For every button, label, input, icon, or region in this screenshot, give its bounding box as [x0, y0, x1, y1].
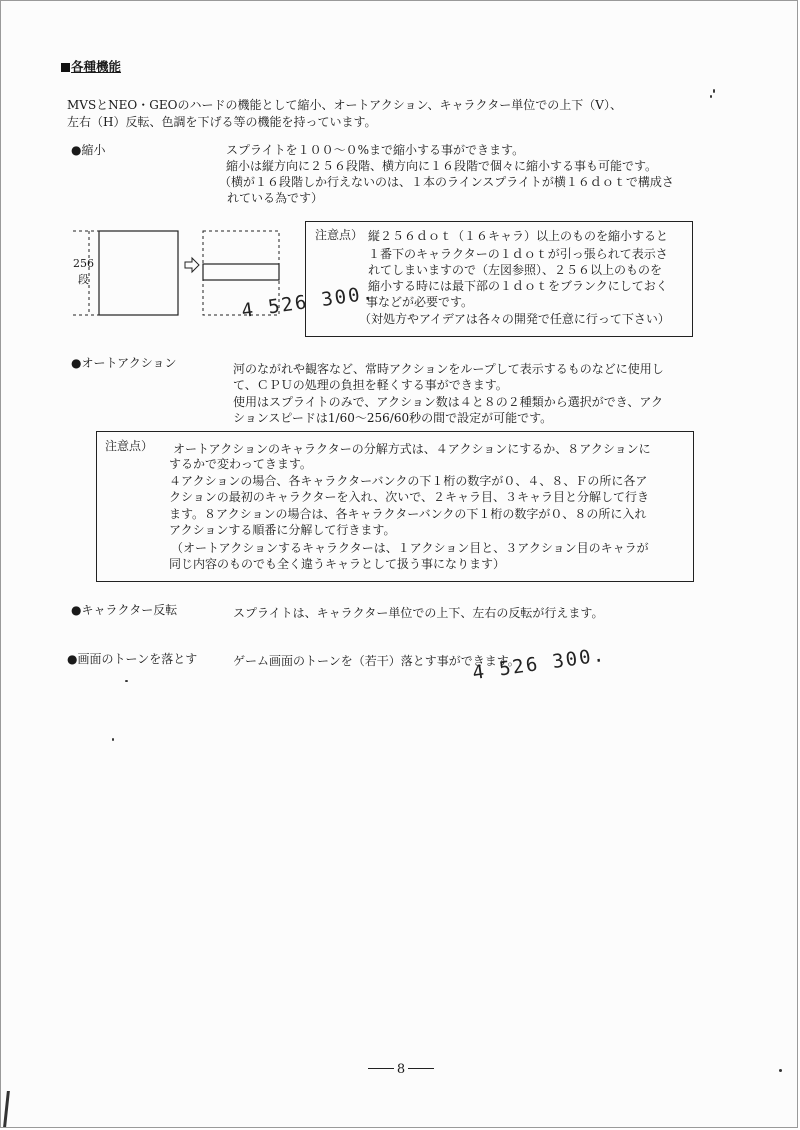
autoaction-line-2: て、ＣＰＵの処理の負担を軽くする事ができます。 [233, 378, 508, 392]
diagram-unit-label: 段 [78, 273, 89, 286]
shrink-line-3: （横が１６段階しか行えないのは、１本のラインスプライトが横１６ｄｏｔで構成さ [219, 175, 674, 189]
autoaction-title: ●オートアクション [71, 356, 177, 370]
page-number: 8 [1, 1062, 800, 1077]
shrink-line-4: れている為です） [227, 191, 324, 205]
autoaction-note-line-5: ます。８アクションの場合は、各キャラクターバンクの下１桁の数字が０、８の所に入れ [169, 507, 647, 521]
shrink-note-line-6: （対処方やアイデアは各々の開発で任意に行って下さい） [359, 312, 670, 326]
shrink-title: ●縮小 [71, 143, 106, 157]
tone-title: ●画面のトーンを落とす [67, 652, 198, 666]
scan-speck [713, 89, 715, 93]
number-stamp-2: 4 526 300. [471, 643, 608, 685]
tone-text: ゲーム画面のトーンを（若干）落とす事ができます。 [233, 654, 520, 668]
flip-text: スプライトは、キャラクター単位での上下、左右の反転が行えます。 [233, 606, 604, 620]
autoaction-note-line-2: するかで変わってきます。 [169, 457, 312, 471]
scan-speck [112, 738, 114, 741]
scan-speck [779, 1069, 782, 1072]
square-bullet-icon [61, 63, 70, 72]
autoaction-note-label: 注意点） [105, 439, 154, 453]
flip-title: ●キャラクター反転 [71, 603, 178, 617]
diagram-height-label: 256 [73, 257, 94, 270]
autoaction-note-line-8: 同じ内容のものでも全く違うキャラとして扱う事になります） [169, 557, 506, 571]
autoaction-note-line-3: ４アクションの場合、各キャラクターバンクの下１桁の数字が０、４、８、Ｆの所に各ア [169, 474, 648, 488]
scan-speck [710, 95, 712, 98]
intro-line-1: MVSとNEO・GEOのハードの機能として縮小、オートアクション、キャラクター単位での上下（V）、 [67, 98, 622, 112]
shrink-note-line-5: 事などが必要です。 [366, 295, 474, 309]
autoaction-note-line-1: オートアクションのキャラクターの分解方式は、４アクションにするか、８アクションに [173, 442, 651, 456]
autoaction-line-4: ションスピードは1/60～256/60秒の間で設定が可能です。 [233, 411, 553, 425]
shrink-line-1: スプライトを１００～０%まで縮小する事ができます。 [226, 143, 525, 157]
autoaction-line-1: 河のながれや観客など、常時アクションをループして表示するものなどに使用し [233, 362, 664, 376]
autoaction-line-3: 使用はスプライトのみで、アクション数は４と８の２種類から選択ができ、アク [233, 395, 663, 409]
scan-edge-mark [3, 1091, 24, 1127]
intro-line-2: 左右（H）反転、色調を下げる等の機能を持っています。 [67, 115, 377, 129]
autoaction-note-line-6: アクションする順番に分解して行きます。 [169, 523, 396, 537]
shrink-note-line-2: １番下のキャラクターの１ｄｏｔが引っ張られて表示さ [368, 247, 668, 261]
heading-text: 各種機能 [71, 59, 122, 74]
shrink-note-line-1: 縦２５６ｄｏｔ（１６キャラ）以上のものを縮小すると [368, 229, 669, 243]
autoaction-note-line-7: （オートアクションするキャラクターは、１アクション目と、３アクション目のキャラが [171, 541, 649, 555]
shrink-note-label: 注意点） [315, 228, 364, 242]
shrink-note-line-3: れてしまいますので（左図参照）、２５６以上のものを [368, 263, 663, 277]
number-stamp-1: 4 526 300. [240, 281, 377, 323]
autoaction-note-line-4: クションの最初のキャラクターを入れ、次いで、２キャラ目、３キャラ目と分解して行き [169, 490, 650, 504]
shrink-note-line-4: 縮小する時には最下部の１ｄｏｔをブランクにしておく [368, 279, 668, 293]
shrink-line-2: 縮小は縦方向に２５６段階、横方向に１６段階で個々に縮小する事も可能です。 [226, 159, 658, 173]
section-heading [61, 59, 121, 75]
scan-speck [125, 680, 128, 682]
